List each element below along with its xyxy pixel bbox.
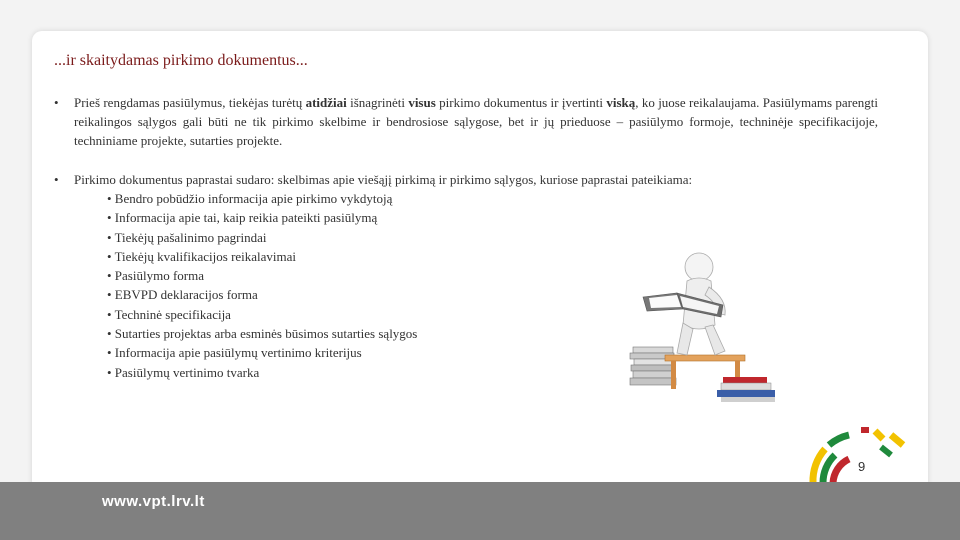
bullet-1-text — [74, 93, 878, 150]
bullet-1-bold-atidziai: atidžiai — [305, 95, 347, 110]
list-item: • Techninė specifikacija — [107, 306, 231, 322]
bullet-1-part1: Prieš rengdamas pasiūlymus, tiekėjas turėtų — [74, 95, 306, 110]
slide-title: ...ir skaitydamas pirkimo dokumentus... — [54, 52, 308, 69]
list-item: • Sutarties projektas arba esminės būsimos sutarties sąlygos — [107, 326, 418, 342]
page-number: 9 — [858, 459, 866, 474]
bullet-marker: • — [54, 95, 59, 110]
list-item: • Pasiūlymų vertinimo tvarka — [107, 364, 260, 380]
list-item: • EBVPD deklaracijos forma — [107, 287, 258, 303]
footer-url-link[interactable]: www.vpt.lrv.lt — [102, 493, 205, 510]
list-item: • Bendro pobūdžio informacija apie pirkimo vykdytoją — [107, 191, 393, 206]
bullet-1-part4: , ko juose reikalaujama. Pasiūlymams parengti reikalingos sąlygos gali būti ne tik pirkimo skelbime ir bendrosiose sąlygose, bet ir jų prieduose – pasiūlymo formoje, techninėje specifikacijoje, techniniame projekte, sutarties projekte. — [74, 95, 878, 148]
bullet-1-bold-viska: viską — [606, 95, 636, 110]
list-item: • Informacija apie tai, kaip reikia pateikti pasiūlymą — [107, 210, 378, 226]
list-item: • Pasiūlymo forma — [107, 268, 204, 284]
bullet-1-part3: pirkimo dokumentus ir įvertinti — [435, 95, 607, 110]
vpt-logo-icon — [805, 425, 915, 485]
bullet-paragraph-1 — [54, 93, 878, 150]
list-item: • Informacija apie pasiūlymų vertinimo kriterijus — [107, 345, 362, 361]
bullet-marker: • — [54, 172, 59, 187]
reading-figure-icon — [625, 245, 785, 405]
footer-bar — [0, 482, 960, 540]
list-item: • Tiekėjų pašalinimo pagrindai — [107, 229, 267, 245]
bullet-2-intro: Pirkimo dokumentus paprastai sudaro: skelbimas apie viešąjį pirkimą ir pirkimo sąlygos, kuriose paprastai pateikiama: — [74, 172, 693, 187]
bullet-1-part2: išnagrinėti — [346, 95, 409, 110]
bullet-1-bold-visus: visus — [408, 95, 436, 110]
list-item: • Tiekėjų kvalifikacijos reikalavimai — [107, 248, 297, 264]
